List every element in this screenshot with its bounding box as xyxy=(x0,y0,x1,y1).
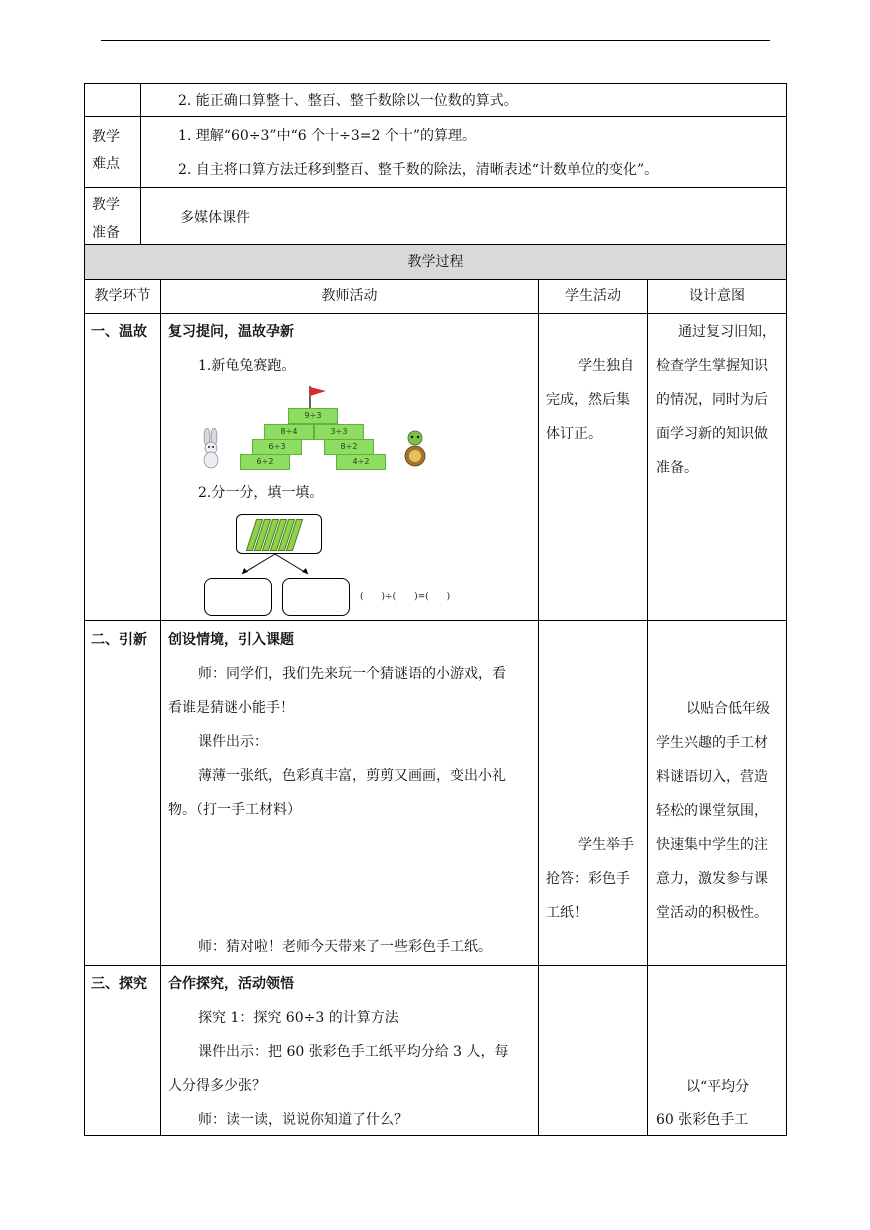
preparation-label-1: 教学 xyxy=(92,197,120,213)
section1-item2: 2.分一分，填一填。 xyxy=(198,485,324,501)
section1-item1: 1.新龟兔赛跑。 xyxy=(198,358,296,374)
header-rule xyxy=(101,40,770,41)
split-arrows xyxy=(230,552,320,578)
difficulty-line-2: 2. 自主将口算方法迁移到整百、整千数的除法，清晰表述“计数单位的变化”。 xyxy=(178,162,659,178)
section2-intent-3: 料谜语切入，营造 xyxy=(656,769,768,785)
header-teacher: 教师活动 xyxy=(321,288,378,304)
difficulty-label-2: 难点 xyxy=(92,156,120,172)
preparation-label-2: 准备 xyxy=(92,225,120,241)
section2-p2: 课件出示： xyxy=(198,734,268,750)
section2-student-2: 抢答：彩色手 xyxy=(546,871,630,887)
header-student: 学生活动 xyxy=(565,288,621,304)
section1-student-3: 体订正。 xyxy=(546,426,602,442)
pyramid-plate-1: 9÷3 xyxy=(288,408,338,424)
section2-heading: 创设情境，引入课题 xyxy=(168,632,294,648)
stage-1: 一、温故 xyxy=(91,324,147,340)
answer-box-left[interactable] xyxy=(204,578,272,616)
section1-heading: 复习提问，温故孕新 xyxy=(168,324,294,340)
section2-intent-2: 学生兴趣的手工材 xyxy=(656,735,768,751)
flag-icon xyxy=(308,386,328,410)
pyramid-plate-4: 6÷2 xyxy=(240,454,290,470)
race-illustration xyxy=(196,386,436,476)
section2-p1a: 师：同学们，我们先来玩一个猜谜语的小游戏，看 xyxy=(198,666,506,682)
section1-intent-4: 面学习新的知识做 xyxy=(656,426,768,442)
header-intent: 设计意图 xyxy=(689,288,745,304)
pyramid-plate-6: 8÷2 xyxy=(324,439,374,455)
section3-p2a: 课件出示：把 60 张彩色手工纸平均分给 3 人，每 xyxy=(198,1044,509,1060)
section2-student-3: 工纸！ xyxy=(546,905,588,921)
section2-intent-1: 以贴合低年级 xyxy=(686,701,770,717)
process-title: 教学过程 xyxy=(407,254,464,270)
stage-3: 三、探究 xyxy=(91,976,147,992)
section2-p3b: 物。（打一手工材料） xyxy=(168,802,301,818)
division-equation: ( )÷( )=( ) xyxy=(360,592,451,602)
section3-intent-1: 以“平均分 xyxy=(686,1079,750,1095)
section2-intent-7: 堂活动的积极性。 xyxy=(656,905,768,921)
section2-intent-4: 轻松的课堂氛围， xyxy=(656,803,768,819)
section3-intent-2: 60 张彩色手工 xyxy=(656,1112,749,1128)
section2-p1b: 看谁是猜谜小能手！ xyxy=(168,700,294,716)
sticks-bundle-box xyxy=(236,514,322,554)
stage-2: 二、引新 xyxy=(91,632,147,648)
section1-intent-2: 检查学生掌握知识 xyxy=(656,358,768,374)
section2-p4: 师：猜对啦！老师今天带来了一些彩色手工纸。 xyxy=(198,939,492,955)
difficulty-label-1: 教学 xyxy=(92,129,120,145)
pyramid-plate-2: 8÷4 xyxy=(264,424,314,440)
pyramid-plate-3: 6÷3 xyxy=(252,439,302,455)
difficulty-line-1: 1. 理解“60÷3”中“6 个十÷3=2 个十”的算理。 xyxy=(178,128,476,144)
preparation-content: 多媒体课件 xyxy=(180,210,250,226)
section1-intent-3: 的情况，同时为后 xyxy=(656,392,768,408)
section2-intent-5: 快速集中学生的注 xyxy=(656,837,768,853)
section1-intent-5: 准备。 xyxy=(656,460,698,476)
objective-line-2: 2. 能正确口算整十、整百、整千数除以一位数的算式。 xyxy=(178,93,518,109)
turtle-icon xyxy=(401,430,429,468)
section3-p2b: 人分得多少张？ xyxy=(168,1078,266,1094)
pyramid-plate-7: 4÷2 xyxy=(336,454,386,470)
answer-box-right[interactable] xyxy=(282,578,350,616)
section3-heading: 合作探究，活动领悟 xyxy=(168,976,294,992)
section1-student-1: 学生独自 xyxy=(578,358,634,374)
section3-p3: 师：读一读，说说你知道了什么？ xyxy=(198,1112,408,1128)
section2-p3a: 薄薄一张纸，色彩真丰富，剪剪又画画，变出小礼 xyxy=(198,768,506,784)
header-stage: 教学环节 xyxy=(94,288,151,304)
rabbit-icon xyxy=(198,428,224,470)
pyramid-plate-5: 3÷3 xyxy=(314,424,364,440)
section1-intent-1: 通过复习旧知， xyxy=(678,324,776,340)
section3-p1: 探究 1：探究 60÷3 的计算方法 xyxy=(198,1010,399,1026)
section1-student-2: 完成，然后集 xyxy=(546,392,630,408)
section2-student-1: 学生举手 xyxy=(578,837,634,853)
section2-intent-6: 意力，激发参与课 xyxy=(656,871,768,887)
